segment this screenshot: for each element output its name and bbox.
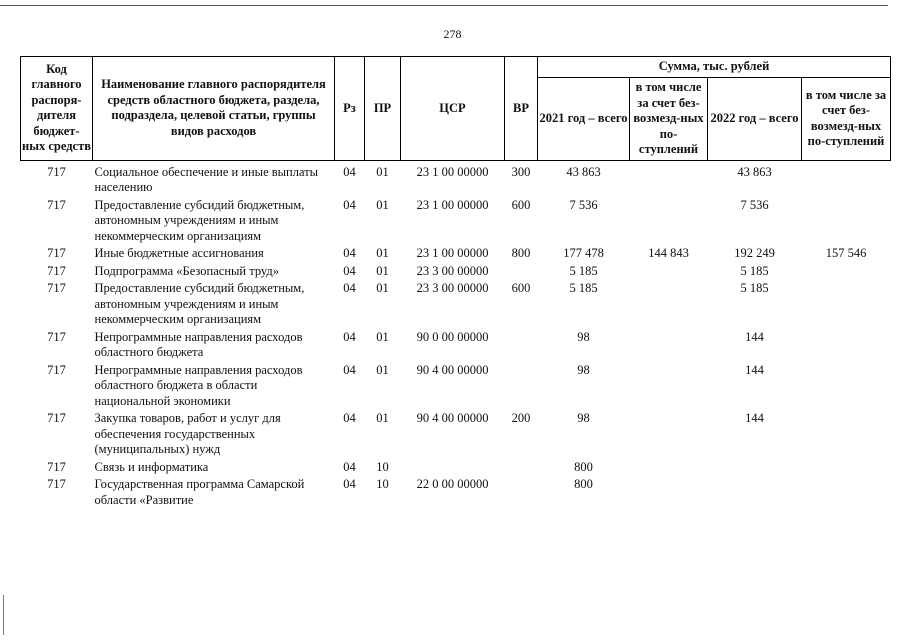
page-number: 278 bbox=[443, 27, 462, 41]
incl-2021-cell: 144 843 bbox=[648, 246, 689, 260]
name-cell: Подпрограмма «Безопасный труд» bbox=[94, 263, 280, 278]
code-cell: 717 bbox=[47, 362, 66, 377]
incl-2021-cell bbox=[630, 160, 708, 198]
incl-2021-cell bbox=[630, 411, 708, 460]
vr-cell: 800 bbox=[511, 246, 531, 260]
margin-mark bbox=[3, 595, 4, 635]
incl-2021-cell bbox=[630, 281, 708, 330]
sum-2022-cell: 7 536 bbox=[740, 197, 769, 212]
incl-2022-cell bbox=[802, 411, 891, 460]
name-cell: Непрограммные направления расходов областного бюджета в области национальной экономики bbox=[94, 362, 303, 408]
sum-2021-cell: 98 bbox=[577, 362, 590, 377]
pr-cell: 01 bbox=[376, 197, 389, 212]
table-row bbox=[21, 246, 891, 264]
incl-2021-cell bbox=[630, 477, 708, 510]
vr-cell bbox=[505, 460, 538, 478]
rz-cell: 04 bbox=[343, 164, 356, 179]
csr-cell: 23 1 00 00000 bbox=[416, 164, 489, 179]
header-rz: Рз bbox=[335, 57, 365, 161]
name-cell: Социальное обеспечение и иные выплаты населению bbox=[94, 164, 319, 194]
table-row bbox=[21, 411, 891, 460]
rz-cell: 04 bbox=[343, 362, 356, 377]
incl-2021-cell bbox=[630, 198, 708, 247]
name-cell: Предоставление субсидий бюджетным, автономным учреждениям и иным некоммерческим организациям bbox=[94, 197, 305, 243]
csr-cell: 23 1 00 00000 bbox=[416, 246, 489, 260]
sum-2021-cell: 177 478 bbox=[563, 246, 604, 260]
csr-cell: 23 1 00 00000 bbox=[416, 197, 489, 212]
code-cell: 717 bbox=[47, 164, 66, 179]
table-row bbox=[21, 460, 891, 478]
pr-cell: 01 bbox=[376, 329, 389, 344]
name-cell: Непрограммные направления расходов областного бюджета bbox=[94, 329, 303, 359]
sum-2021-cell: 5 185 bbox=[569, 281, 598, 295]
top-rule bbox=[0, 5, 888, 6]
csr-cell: 23 3 00 00000 bbox=[416, 281, 489, 295]
rz-cell: 04 bbox=[343, 411, 356, 425]
rz-cell: 04 bbox=[343, 246, 356, 260]
code-cell: 717 bbox=[47, 246, 66, 260]
vr-cell bbox=[505, 264, 538, 282]
sum-2022-cell: 144 bbox=[745, 362, 764, 377]
rz-cell: 04 bbox=[343, 477, 356, 491]
incl-2022-cell: 157 546 bbox=[825, 246, 867, 260]
csr-cell: 90 4 00 00000 bbox=[416, 362, 489, 377]
rz-cell: 04 bbox=[343, 281, 356, 295]
vr-cell: 200 bbox=[511, 411, 531, 425]
sum-2021-cell: 98 bbox=[577, 411, 590, 425]
code-cell: 717 bbox=[47, 263, 66, 278]
table-row bbox=[21, 198, 891, 247]
name-cell: Предоставление субсидий бюджетным, автономным учреждениям и иным некоммерческим организациям bbox=[94, 281, 305, 326]
sum-2021-cell: 800 bbox=[574, 459, 593, 474]
code-cell: 717 bbox=[47, 477, 66, 491]
pr-cell: 01 bbox=[376, 411, 389, 425]
table-row bbox=[21, 330, 891, 363]
table-row bbox=[21, 363, 891, 412]
rz-cell: 04 bbox=[343, 263, 356, 278]
name-cell: Государственная программа Самарской области «Развитие bbox=[94, 477, 305, 507]
vr-cell bbox=[505, 363, 538, 412]
csr-cell: 23 3 00 00000 bbox=[416, 263, 489, 278]
header-csr: ЦСР bbox=[401, 57, 505, 161]
incl-2022-cell bbox=[802, 363, 891, 412]
pr-cell: 10 bbox=[376, 477, 389, 491]
sum-2022-cell: 5 185 bbox=[740, 263, 769, 278]
incl-2022-cell bbox=[802, 330, 891, 363]
code-cell: 717 bbox=[47, 197, 66, 212]
incl-2022-cell bbox=[802, 264, 891, 282]
code-cell: 717 bbox=[47, 411, 66, 425]
csr-cell: 22 0 00 00000 bbox=[416, 477, 489, 491]
table-row bbox=[21, 281, 891, 330]
pr-cell: 10 bbox=[376, 459, 389, 474]
sum-2021-cell: 43 863 bbox=[566, 164, 601, 179]
header-name: Наименование главного распорядителя средств областного бюджета, раздела, подраздела, целевой статьи, группы видов расходов bbox=[93, 57, 335, 161]
header-sum: Сумма, тыс. рублей bbox=[538, 57, 891, 78]
budget-table bbox=[20, 56, 891, 510]
incl-2021-cell bbox=[630, 264, 708, 282]
pr-cell: 01 bbox=[376, 281, 389, 295]
sum-2022-cell: 192 249 bbox=[734, 246, 775, 260]
vr-cell: 300 bbox=[511, 164, 531, 179]
incl-2022-cell bbox=[802, 477, 891, 510]
header-2022-incl: в том числе за счет без-возмезд-ных по-ступлений bbox=[802, 78, 891, 161]
header-vr: ВР bbox=[505, 57, 538, 161]
sum-2022-cell: 5 185 bbox=[740, 281, 769, 295]
code-cell: 717 bbox=[47, 329, 66, 344]
sum-2021-cell: 5 185 bbox=[569, 263, 598, 278]
pr-cell: 01 bbox=[376, 164, 389, 179]
incl-2022-cell bbox=[802, 198, 891, 247]
pr-cell: 01 bbox=[376, 263, 389, 278]
header-2022-total: 2022 год – всего bbox=[708, 78, 802, 161]
sum-2021-cell: 800 bbox=[574, 477, 593, 491]
incl-2021-cell bbox=[630, 330, 708, 363]
name-cell: Иные бюджетные ассигнования bbox=[94, 246, 264, 260]
name-cell: Закупка товаров, работ и услуг для обеспечения государственных (муниципальных) нужд bbox=[94, 411, 281, 456]
sum-2021-cell: 98 bbox=[577, 329, 590, 344]
table-row bbox=[21, 160, 891, 198]
incl-2022-cell bbox=[802, 160, 891, 198]
table-row bbox=[21, 264, 891, 282]
header-pr: ПР bbox=[365, 57, 401, 161]
vr-cell: 600 bbox=[511, 197, 531, 212]
table-body bbox=[21, 160, 891, 510]
csr-cell bbox=[401, 460, 505, 478]
vr-cell: 600 bbox=[511, 281, 531, 295]
sum-2022-cell bbox=[708, 477, 802, 510]
sum-2022-cell: 144 bbox=[745, 411, 764, 425]
sum-2022-cell: 43 863 bbox=[737, 164, 772, 179]
vr-cell bbox=[505, 477, 538, 510]
table-row bbox=[21, 477, 891, 510]
code-cell: 717 bbox=[47, 459, 66, 474]
rz-cell: 04 bbox=[343, 197, 356, 212]
incl-2022-cell bbox=[802, 281, 891, 330]
code-cell: 717 bbox=[47, 281, 66, 295]
pr-cell: 01 bbox=[376, 362, 389, 377]
header-2021-total: 2021 год – всего bbox=[538, 78, 630, 161]
rz-cell: 04 bbox=[343, 329, 356, 344]
vr-cell bbox=[505, 330, 538, 363]
name-cell: Связь и информатика bbox=[94, 459, 209, 474]
sum-2022-cell bbox=[708, 460, 802, 478]
incl-2021-cell bbox=[630, 363, 708, 412]
incl-2022-cell bbox=[802, 460, 891, 478]
header-code: Код главного распоря-дителя бюджет-ных средств bbox=[21, 57, 93, 161]
rz-cell: 04 bbox=[343, 459, 356, 474]
sum-2022-cell: 144 bbox=[745, 329, 764, 344]
csr-cell: 90 4 00 00000 bbox=[416, 411, 489, 425]
pr-cell: 01 bbox=[376, 246, 389, 260]
csr-cell: 90 0 00 00000 bbox=[416, 329, 489, 344]
header-2021-incl: в том числе за счет без-возмезд-ных по-ступлений bbox=[630, 78, 708, 161]
table-header bbox=[21, 57, 891, 161]
sum-2021-cell: 7 536 bbox=[569, 197, 598, 212]
incl-2021-cell bbox=[630, 460, 708, 478]
